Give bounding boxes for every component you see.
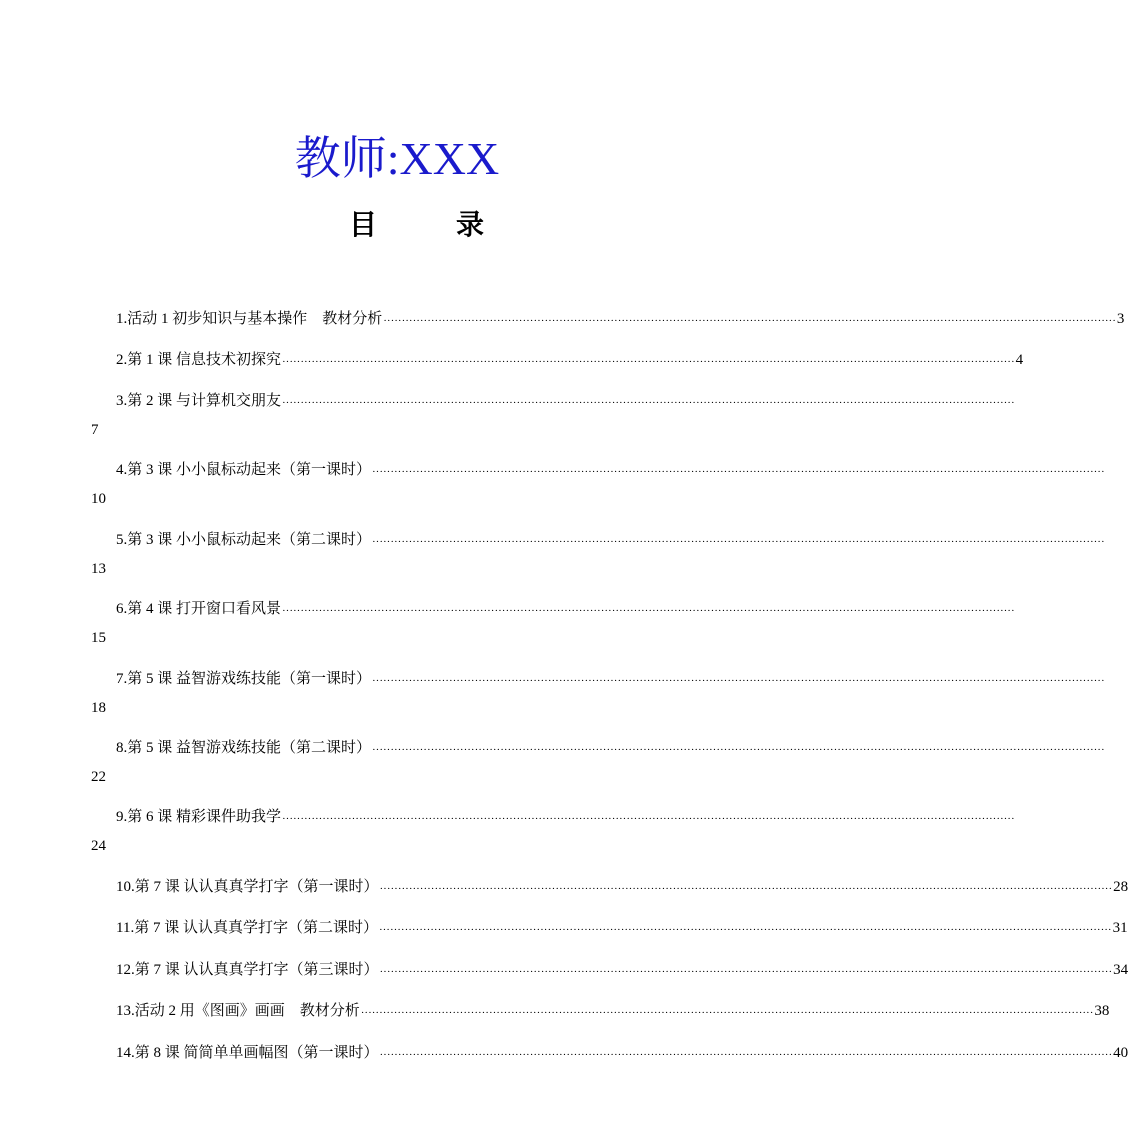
toc-entry-page: 7 <box>91 422 99 438</box>
toc-entry-label: 14.第 8 课 简简单单画幅图（第一课时） <box>116 1045 379 1061</box>
toc-entry-page: 34 <box>1113 962 1128 978</box>
toc-entry-page: 38 <box>1094 1003 1110 1019</box>
toc-leader-dots: ········································································································································································································ <box>282 813 1015 825</box>
toc-entry-label: 12.第 7 课 认认真真学打字（第三课时） <box>116 962 379 978</box>
toc-entry[interactable] <box>116 460 1105 480</box>
teacher-name: 教师:XXX <box>294 133 500 184</box>
toc-title: 目 录 <box>348 210 520 241</box>
toc-entry-page: 28 <box>1113 879 1128 895</box>
toc-entry-label: 3.第 2 课 与计算机交朋友 <box>116 393 282 409</box>
toc-entry-label: 9.第 6 课 精彩课件助我学 <box>116 809 282 825</box>
toc-entry[interactable] <box>116 877 1128 897</box>
toc-leader-dots: ········································································································································································································ <box>378 924 1112 936</box>
toc-entry-page: 18 <box>91 700 106 716</box>
toc-entry[interactable] <box>116 669 1105 689</box>
toc-entry-label: 13.活动 2 用《图画》画画 教材分析 <box>116 1003 360 1019</box>
toc-leader-dots: ········································································································································································································ <box>360 1007 1094 1019</box>
toc-leader-dots: ········································································································································································································ <box>379 966 1113 978</box>
toc-entry-page: 31 <box>1112 920 1128 936</box>
toc-entry[interactable] <box>116 738 1105 758</box>
toc-entry[interactable] <box>116 807 1015 827</box>
toc-entry-label: 6.第 4 课 打开窗口看风景 <box>116 601 282 617</box>
toc-leader-dots: ········································································································································································································ <box>282 397 1015 409</box>
toc-entry-page: 24 <box>91 838 106 854</box>
toc-leader-dots: ········································································································································································································ <box>383 315 1116 327</box>
toc-entry[interactable] <box>116 599 1015 619</box>
toc-entry[interactable] <box>116 1043 1128 1063</box>
toc-entry-label: 4.第 3 课 小小鼠标动起来（第一课时） <box>116 462 372 478</box>
toc-entry[interactable] <box>116 391 1015 411</box>
toc-entry[interactable] <box>116 918 1128 938</box>
toc-entry-page: 40 <box>1113 1045 1128 1061</box>
toc-entry-label: 11.第 7 课 认认真真学打字（第二课时） <box>116 920 378 936</box>
toc-leader-dots: ········································································································································································································ <box>372 744 1105 756</box>
toc-leader-dots: ········································································································································································································ <box>379 883 1113 895</box>
toc-entry-page: 15 <box>91 630 106 646</box>
toc-entry[interactable] <box>116 350 1024 370</box>
toc-leader-dots: ········································································································································································································ <box>282 356 1015 368</box>
toc-leader-dots: ········································································································································································································ <box>379 1049 1113 1061</box>
toc-entry-page: 22 <box>91 769 106 785</box>
toc-leader-dots: ········································································································································································································ <box>372 675 1105 687</box>
toc-entry-page: 3 <box>1116 311 1125 327</box>
toc-leader-dots: ········································································································································································································ <box>282 605 1015 617</box>
toc-leader-dots: ········································································································································································································ <box>372 466 1105 478</box>
toc-entry-page: 13 <box>91 561 106 577</box>
toc-entry-label: 10.第 7 课 认认真真学打字（第一课时） <box>116 879 379 895</box>
toc-entry[interactable] <box>116 960 1128 980</box>
toc-entry-label: 8.第 5 课 益智游戏练技能（第二课时） <box>116 740 372 756</box>
toc-entry[interactable] <box>116 1001 1110 1021</box>
toc-entry[interactable] <box>116 530 1105 550</box>
teacher-heading <box>0 128 794 190</box>
toc-entry-label: 5.第 3 课 小小鼠标动起来（第二课时） <box>116 532 372 548</box>
toc-entry-label: 1.活动 1 初步知识与基本操作 教材分析 <box>116 311 383 327</box>
toc-leader-dots: ········································································································································································································ <box>372 536 1105 548</box>
toc-entry-label: 7.第 5 课 益智游戏练技能（第一课时） <box>116 671 372 687</box>
toc-entry-page: 4 <box>1015 352 1024 368</box>
toc-entry-label: 2.第 1 课 信息技术初探究 <box>116 352 282 368</box>
toc-entry-page: 10 <box>91 491 106 507</box>
toc-entry[interactable] <box>116 309 1125 329</box>
